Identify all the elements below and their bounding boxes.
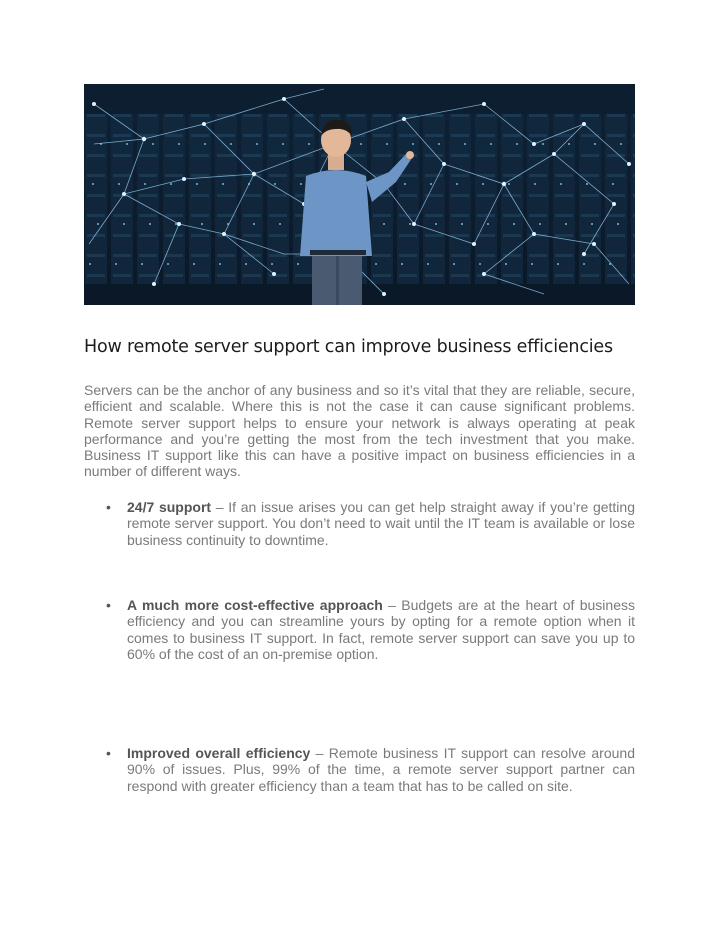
list-item-body xyxy=(127,499,635,548)
bullet-icon: • xyxy=(106,499,111,515)
page-title: How remote server support can improve business efficiencies xyxy=(84,337,613,357)
hero-image xyxy=(84,84,635,305)
list-item-heading: Improved overall efficiency xyxy=(127,745,311,761)
list-item-heading: 24/7 support xyxy=(127,499,212,515)
list-item-body xyxy=(127,597,635,662)
bullet-icon: • xyxy=(106,597,111,613)
bullet-icon: • xyxy=(106,745,111,761)
list-item xyxy=(84,597,635,662)
intro-paragraph: Servers can be the anchor of any business and so it’s vital that they are reliable, secure, efficient and scalable. Where this is not the case it can cause significant problems. Remote server support helps to ensure your network is always operating at peak performance and you’re getting the most from the tech investment that you make. Business IT support like this can have a positive impact on business efficiencies in a number of different ways. xyxy=(84,382,635,480)
list-item-text: – Remote business IT support can resolve around 90% of issues. Plus, 99% of the time, a remote server support partner can respond with greater efficiency than a team that has to be called on site. xyxy=(127,745,635,794)
list-item-heading: A much more cost-effective approach xyxy=(127,597,383,613)
list-item-text: – Budgets are at the heart of business efficiency and you can streamline yours by opting for a remote option when it comes to business IT support. In fact, remote server support can save you up to 60% of the cost of an on-premise option. xyxy=(127,597,635,662)
list-item-text: – If an issue arises you can get help straight away if you’re getting remote server support. You don’t need to wait until the IT team is available or lose business continuity to downtime. xyxy=(127,499,635,548)
server-room-technician-photo xyxy=(84,84,635,305)
list-item xyxy=(84,499,635,548)
list-item-body xyxy=(127,745,635,794)
list-item xyxy=(84,745,635,794)
